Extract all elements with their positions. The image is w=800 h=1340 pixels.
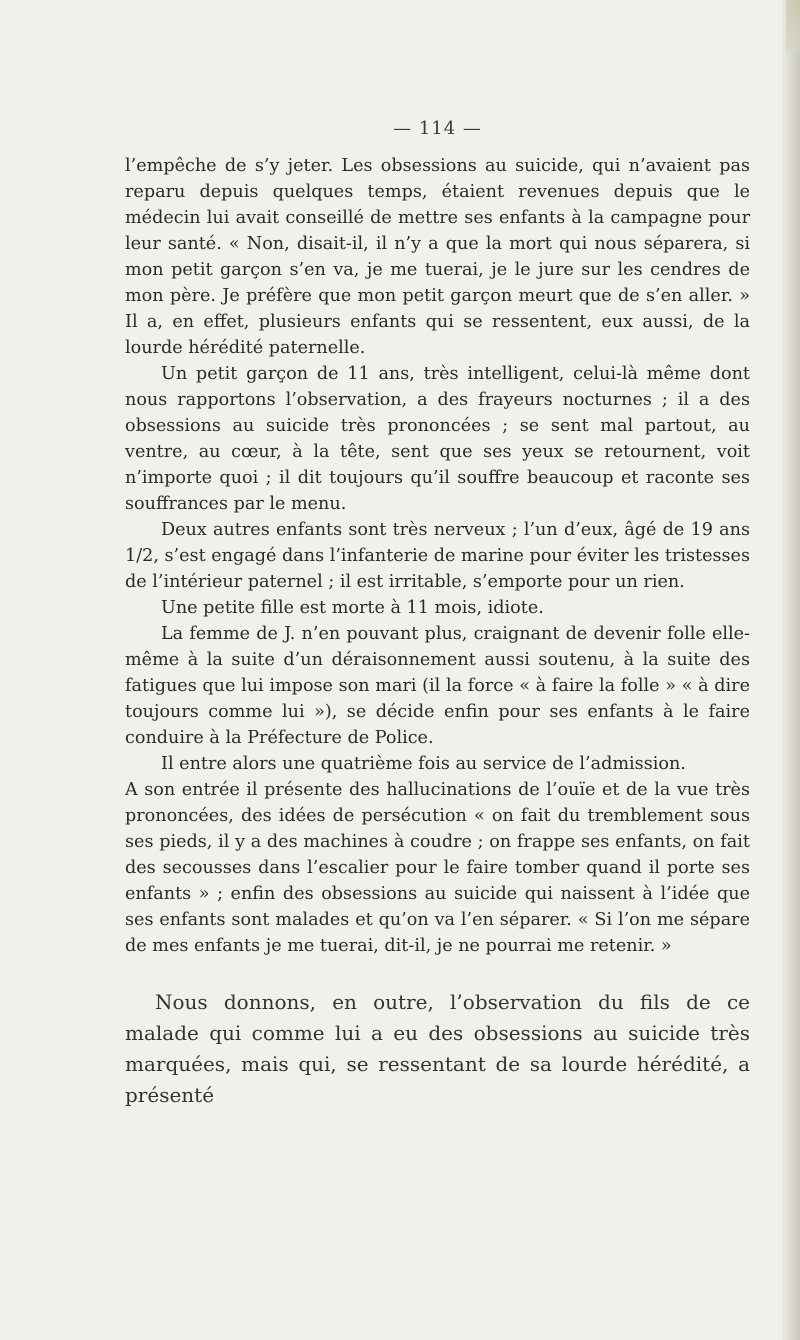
- paragraph: Il entre alors une quatrième fois au service de l’admission.: [161, 754, 686, 774]
- page-edge: [782, 0, 800, 1340]
- paragraph: Un petit garçon de 11 ans, très intelligent, celui-là même dont nous rapportons l’observation, a des frayeurs nocturnes ; il a des obsessions au suicide très prononcées ; se sent mal partout, au ventre, au cœur, à la tête, sent que ses yeux se retournent, voit n’importe quoi ; il dit toujours qu’il souffre beaucoup et raconte ses souffrances par le menu.: [125, 364, 750, 514]
- paragraph: l’empêche de s’y jeter. Les obsessions au suicide, qui n’avaient pas reparu depuis quelques temps, étaient revenues depuis que le médecin lui avait conseillé de mettre ses enfants à la campagne pour leur santé. « Non, disait-il, il n’y a que la mort qui nous séparera, si mon petit garçon s’en va, je me tuerai, je le jure sur les cendres de mon père. Je préfère que mon petit garçon meurt que de s’en aller. » Il a, en effet, plusieurs enfants qui se ressentent, eux aussi, de la lourde hérédité paternelle.: [125, 156, 750, 358]
- paragraph: La femme de J. n’en pouvant plus, craignant de devenir folle elle-même à la suite d’un déraisonnement aussi soutenu, à la suite des fatigues que lui impose son mari (il la force « à faire la folle » « à dire toujours comme lui »), se décide enfin pour ses enfants à le faire conduire à la Préfecture de Police.: [125, 624, 750, 748]
- page-number: — 114 —: [393, 118, 482, 139]
- closing-section: [125, 987, 750, 1111]
- closing-paragraph: Nous donnons, en outre, l’observation du fils de ce malade qui comme lui a eu des obsessions au suicide très marquées, mais qui, se ressentant de sa lourde hérédité, a présenté: [125, 990, 750, 1107]
- paragraph: Une petite fille est morte à 11 mois, idiote.: [161, 598, 544, 618]
- page-edge-stain: [786, 0, 800, 60]
- paragraph: A son entrée il présente des hallucinations de l’ouïe et de la vue très prononcées, des idées de persécution « on fait du tremblement sous ses pieds, il y a des machines à coudre ; on frappe ses enfants, on fait des secousses dans l’escalier pour le faire tomber quand il porte ses enfants » ; enfin des obsessions au suicide qui naissent à l’idée que ses enfants sont malades et qu’on va l’en séparer. « Si l’on me sépare de mes enfants je me tuerai, dit-il, je ne pourrai me retenir. »: [125, 780, 750, 956]
- paragraph: Deux autres enfants sont très nerveux ; l’un d’eux, âgé de 19 ans 1/2, s’est engagé dans l’infanterie de marine pour éviter les tristesses de l’intérieur paternel ; il est irritable, s’emporte pour un rien.: [125, 520, 750, 592]
- body-text: [125, 153, 750, 959]
- book-page: [125, 118, 750, 1111]
